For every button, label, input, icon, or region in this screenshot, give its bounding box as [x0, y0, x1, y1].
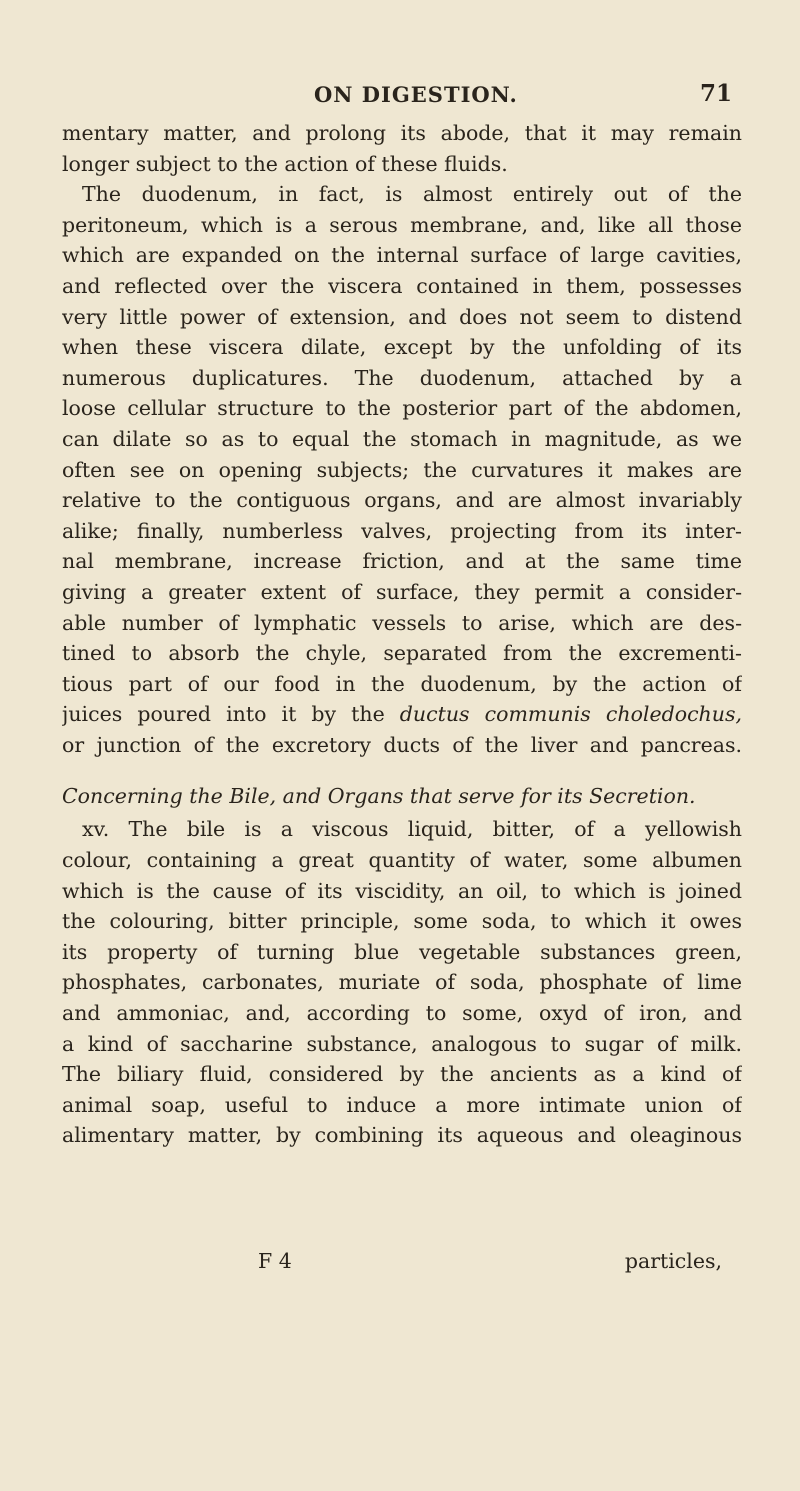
text-line: longer subject to the action of these fluids.: [62, 151, 508, 176]
italic-term: ductus communis choledochus,: [399, 702, 742, 727]
text-line: giving a greater extent of surface, they permit a consider-: [62, 579, 742, 604]
text-line: and ammoniac, and, according to some, oxyd of iron, and: [62, 1001, 742, 1026]
text-line: able number of lymphatic vessels to arise, which are des-: [62, 610, 742, 635]
text-line: and reflected over the viscera contained in them, possesses: [62, 273, 742, 298]
text-line: alike; finally, numberless valves, projecting from its inter-: [62, 518, 742, 543]
text-line: The duodenum, in fact, is almost entirely out of the: [82, 182, 742, 207]
text-line: often see on opening subjects; the curvatures it makes are: [62, 457, 742, 482]
section-heading: Concerning the Bile, and Organs that serve for its Secretion.: [62, 784, 696, 809]
text-line: a kind of saccharine substance, analogous to sugar of milk.: [62, 1031, 742, 1056]
text-line: when these viscera dilate, except by the unfolding of its: [62, 335, 742, 360]
signature-mark: F 4: [258, 1249, 292, 1273]
text-line: peritoneum, which is a serous membrane, and, like all those: [62, 212, 742, 237]
text-line: animal soap, useful to induce a more intimate union of: [62, 1092, 742, 1117]
text-line: or junction of the excretory ducts of the liver and pancreas.: [62, 732, 742, 757]
body-text: [62, 118, 742, 1151]
page-footer: [62, 1249, 742, 1279]
text-line: numerous duplicatures. The duodenum, attached by a: [62, 365, 742, 390]
text-line: alimentary matter, by combining its aqueous and oleaginous: [62, 1123, 742, 1148]
text-line: very little power of extension, and does not seem to distend: [62, 304, 742, 329]
text-line: xv. The bile is a viscous liquid, bitter, of a yellowish: [82, 817, 742, 842]
text-line: colour, containing a great quantity of water, some albumen: [62, 848, 742, 873]
text-line: can dilate so as to equal the stomach in magnitude, as we: [62, 426, 742, 451]
text-line: tious part of our food in the duodenum, by the action of: [62, 671, 742, 696]
text-line: mentary matter, and prolong its abode, that it may remain: [62, 121, 742, 145]
running-title: ON DIGESTION.: [314, 82, 518, 107]
text-line: loose cellular structure to the posterior part of the abdomen,: [62, 396, 742, 421]
text-line: its property of turning blue vegetable substances green,: [62, 939, 742, 964]
text-line: tined to absorb the chyle, separated from the excrementi-: [62, 641, 742, 666]
text-line: relative to the contiguous organs, and are almost invariably: [62, 488, 742, 513]
text-line: the colouring, bitter principle, some soda, to which it owes: [62, 909, 742, 934]
text-line: The biliary fluid, considered by the ancients as a kind of: [62, 1062, 742, 1087]
text-fragment: juices poured into it by the: [62, 702, 400, 727]
text-line: phosphates, carbonates, muriate of soda, phosphate of lime: [62, 970, 742, 995]
page-header: [62, 82, 732, 116]
catchword: particles,: [624, 1249, 722, 1273]
text-line-with-italic: [62, 699, 742, 730]
text-line: which are expanded on the internal surface of large cavities,: [62, 243, 742, 268]
page-number: 71: [699, 80, 732, 107]
text-line: nal membrane, increase friction, and at the same time: [62, 549, 742, 574]
text-line: which is the cause of its viscidity, an oil, to which is joined: [62, 878, 742, 903]
